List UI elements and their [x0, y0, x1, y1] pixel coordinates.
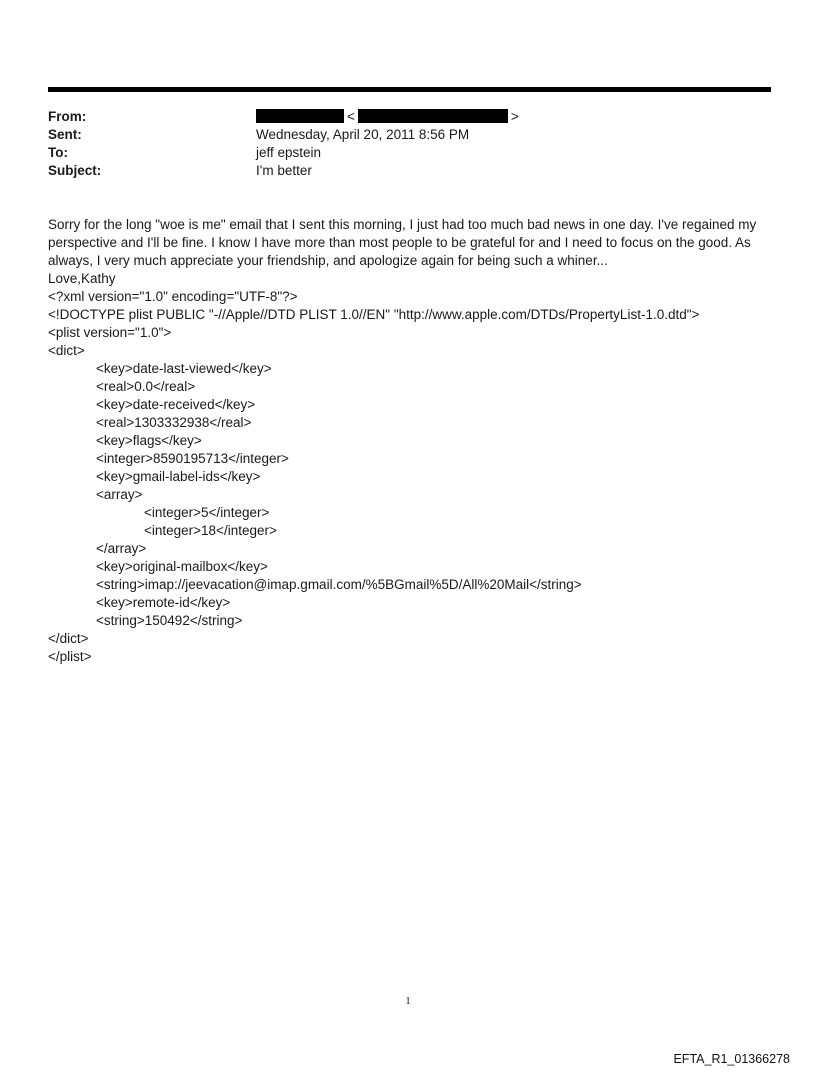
page-number: 1 — [405, 995, 411, 1007]
document-id: EFTA_R1_01366278 — [673, 1052, 790, 1066]
from-label: From: — [48, 109, 87, 124]
plist-line: </dict> — [48, 631, 89, 646]
plist-line: <key>gmail-label-ids</key> — [96, 469, 261, 484]
subject-row — [48, 162, 768, 180]
email-body — [48, 216, 770, 666]
header-rule — [48, 87, 771, 92]
to-value: jeff epstein — [256, 145, 322, 160]
plist-line: <array> — [96, 487, 143, 502]
plist-line: <plist version="1.0"> — [48, 325, 172, 340]
email-header — [48, 108, 768, 180]
plist-line: <?xml version="1.0" encoding="UTF-8"?> — [48, 289, 298, 304]
plist-line: </plist> — [48, 649, 92, 664]
sent-label: Sent: — [48, 127, 82, 142]
plist-line: <key>date-last-viewed</key> — [96, 361, 272, 376]
plist-line: <real>0.0</real> — [96, 379, 196, 394]
message-paragraph: Sorry for the long "woe is me" email that I sent this morning, I just had too much bad news in one day. I've regained my perspective and I'll be fine. I know I have more than most people to be grateful for and I need to focus on the good. As always, I very much appreciate your friendship, and apologize again for being such a whiner... — [48, 217, 757, 268]
plist-line: <key>flags</key> — [96, 433, 202, 448]
signoff: Love,Kathy — [48, 271, 116, 286]
sent-row — [48, 126, 768, 144]
plist-line: <string>150492</string> — [96, 613, 243, 628]
redacted-sender-name — [256, 109, 344, 123]
plist-line: <string>imap://jeevacation@imap.gmail.com/%5BGmail%5D/All%20Mail</string> — [96, 577, 582, 592]
sent-value: Wednesday, April 20, 2011 8:56 PM — [256, 127, 470, 142]
plist-line: <dict> — [48, 343, 85, 358]
to-row — [48, 144, 768, 162]
from-value — [256, 108, 768, 126]
redacted-sender-email — [358, 109, 508, 123]
plist-line: <real>1303332938</real> — [96, 415, 252, 430]
plist-line: <key>original-mailbox</key> — [96, 559, 268, 574]
subject-value: I'm better — [256, 163, 312, 178]
subject-label: Subject: — [48, 163, 102, 178]
plist-line: </array> — [96, 541, 147, 556]
from-close-bracket: > — [510, 109, 519, 124]
plist-line: <integer>8590195713</integer> — [96, 451, 289, 466]
plist-line: <key>date-received</key> — [96, 397, 256, 412]
plist-line: <integer>5</integer> — [144, 505, 270, 520]
from-open-bracket: < — [347, 109, 355, 124]
from-row — [48, 108, 768, 126]
plist-line: <key>remote-id</key> — [96, 595, 231, 610]
plist-line: <integer>18</integer> — [144, 523, 277, 538]
plist-line: <!DOCTYPE plist PUBLIC "-//Apple//DTD PLIST 1.0//EN" "http://www.apple.com/DTDs/PropertyList-1.0.dtd"> — [48, 307, 700, 322]
to-label: To: — [48, 145, 68, 160]
